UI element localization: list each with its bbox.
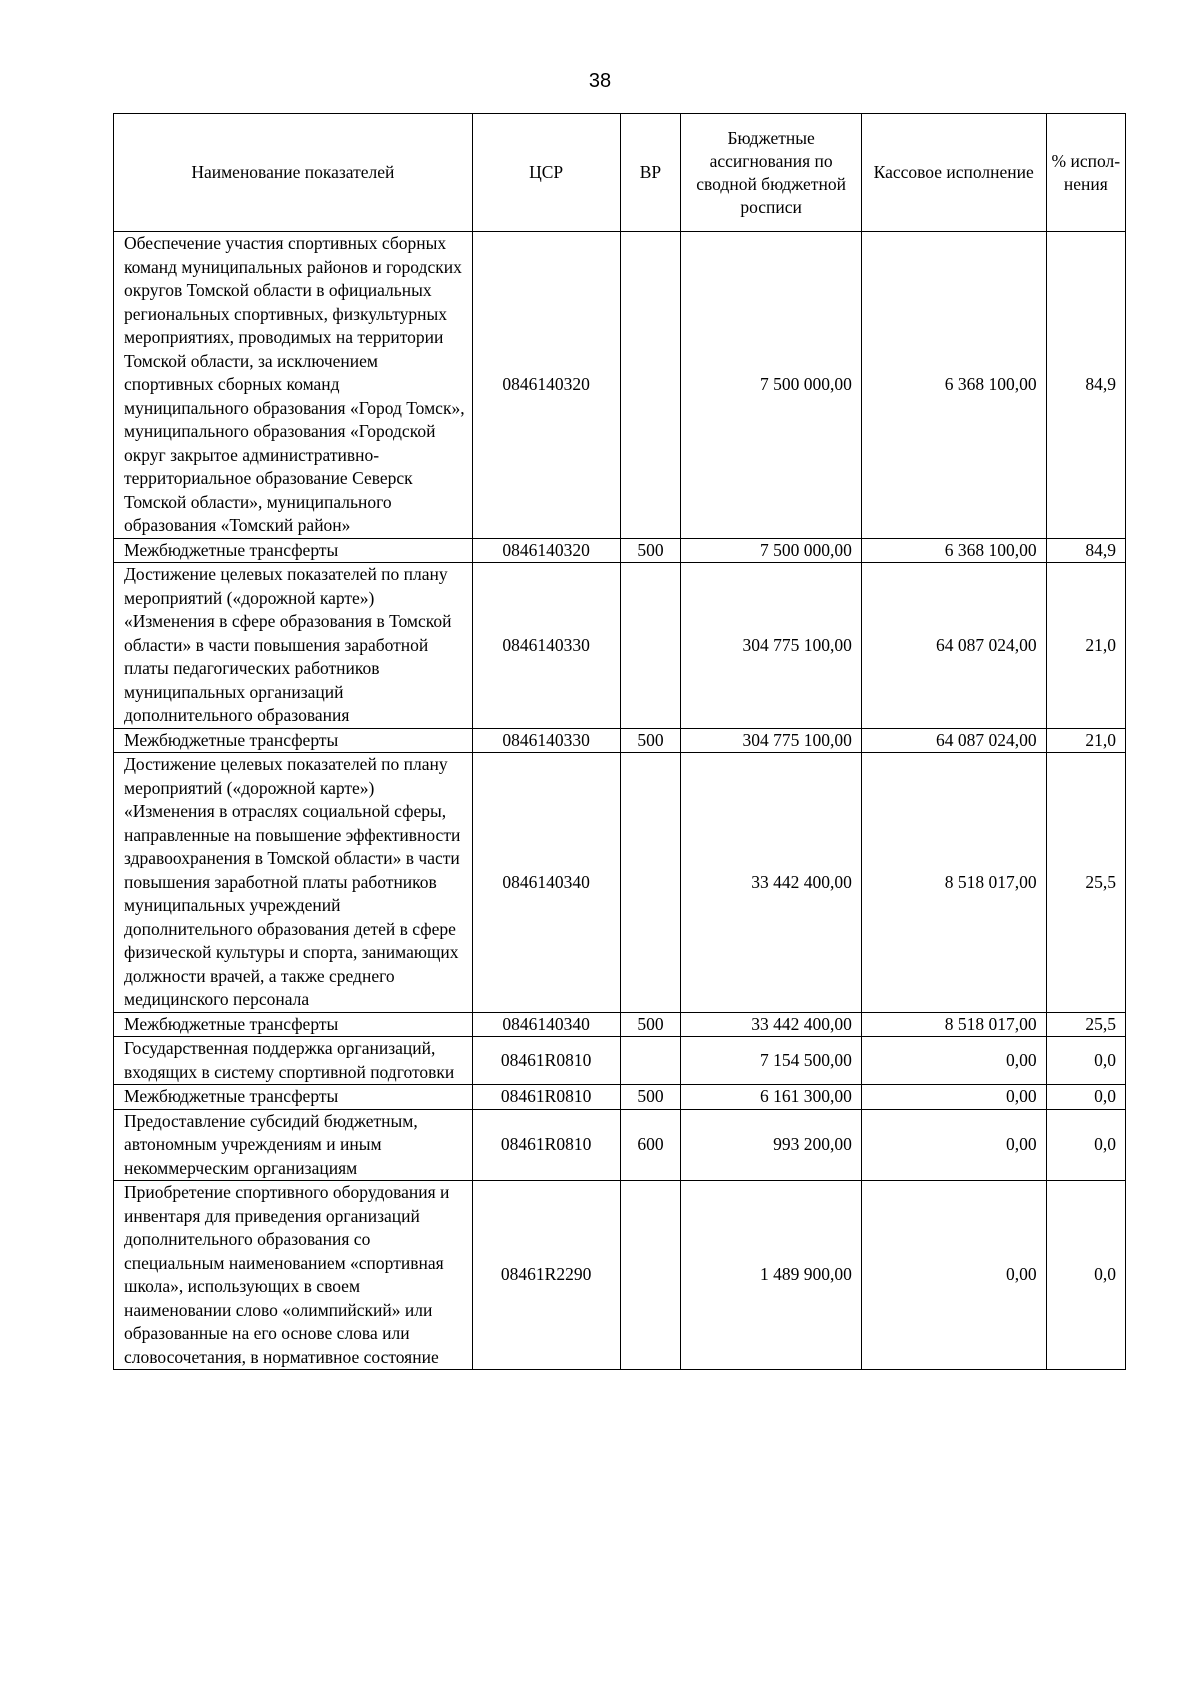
cell-cash: 0,00 xyxy=(861,1181,1046,1370)
cell-cash: 0,00 xyxy=(861,1037,1046,1085)
cell-budget: 304 775 100,00 xyxy=(681,728,861,753)
cell-vr xyxy=(620,232,681,539)
cell-percent: 0,0 xyxy=(1046,1109,1125,1181)
table-row xyxy=(114,1085,1126,1110)
cell-cash: 0,00 xyxy=(861,1109,1046,1181)
table-row xyxy=(114,538,1126,563)
cell-cash: 6 368 100,00 xyxy=(861,232,1046,539)
table-row xyxy=(114,1109,1126,1181)
cell-percent: 25,5 xyxy=(1046,753,1125,1013)
cell-budget: 1 489 900,00 xyxy=(681,1181,861,1370)
cell-vr xyxy=(620,753,681,1013)
cell-budget: 993 200,00 xyxy=(681,1109,861,1181)
cell-percent: 84,9 xyxy=(1046,232,1125,539)
cell-budget: 33 442 400,00 xyxy=(681,753,861,1013)
cell-vr xyxy=(620,1181,681,1370)
cell-csr: 0846140320 xyxy=(472,538,620,563)
cell-percent: 0,0 xyxy=(1046,1037,1125,1085)
table-row xyxy=(114,563,1126,729)
cell-csr: 0846140330 xyxy=(472,563,620,729)
cell-vr: 500 xyxy=(620,538,681,563)
cell-budget: 304 775 100,00 xyxy=(681,563,861,729)
cell-name: Государственная поддержка организаций, входящих в систему спортивной подготовки xyxy=(114,1037,473,1085)
cell-csr: 08461R0810 xyxy=(472,1085,620,1110)
cell-cash: 8 518 017,00 xyxy=(861,1012,1046,1037)
header-percent: % испол-нения xyxy=(1046,114,1125,232)
cell-csr: 08461R2290 xyxy=(472,1181,620,1370)
cell-cash: 8 518 017,00 xyxy=(861,753,1046,1013)
header-cash: Кассовое исполнение xyxy=(861,114,1046,232)
cell-percent: 0,0 xyxy=(1046,1181,1125,1370)
cell-cash: 64 087 024,00 xyxy=(861,563,1046,729)
cell-vr: 500 xyxy=(620,1012,681,1037)
header-budget: Бюджетные ассигнования по сводной бюджетной росписи xyxy=(681,114,861,232)
cell-cash: 64 087 024,00 xyxy=(861,728,1046,753)
cell-budget: 7 154 500,00 xyxy=(681,1037,861,1085)
cell-vr: 600 xyxy=(620,1109,681,1181)
cell-csr: 0846140340 xyxy=(472,753,620,1013)
table-header-row xyxy=(114,114,1126,232)
cell-vr: 500 xyxy=(620,728,681,753)
cell-vr xyxy=(620,563,681,729)
table-row xyxy=(114,1012,1126,1037)
cell-name: Предоставление субсидий бюджетным, автономным учреждениям и иным некоммерческим организациям xyxy=(114,1109,473,1181)
table-row xyxy=(114,728,1126,753)
cell-name: Достижение целевых показателей по плану мероприятий («дорожной карте») «Изменения в отраслях социальной сферы, направленные на повышение эффективности здравоохранения в Томской области» в части повышения заработной платы работников муниципальных учреждений дополнительного образования детей в сфере физической культуры и спорта, занимающих должности врачей, а также среднего медицинского персонала xyxy=(114,753,473,1013)
cell-budget: 7 500 000,00 xyxy=(681,232,861,539)
cell-csr: 0846140320 xyxy=(472,232,620,539)
cell-csr: 0846140340 xyxy=(472,1012,620,1037)
table-row xyxy=(114,232,1126,539)
cell-name: Приобретение спортивного оборудования и инвентаря для приведения организаций дополнительного образования со специальным наименованием «спортивная школа», использующих в своем наименовании слово «олимпийский» или образованные на его основе слова или словосочетания, в нормативное состояние xyxy=(114,1181,473,1370)
cell-name: Межбюджетные трансферты xyxy=(114,538,473,563)
table-row xyxy=(114,753,1126,1013)
page-number: 38 xyxy=(588,70,612,92)
cell-vr: 500 xyxy=(620,1085,681,1110)
cell-csr: 08461R0810 xyxy=(472,1109,620,1181)
cell-name: Обеспечение участия спортивных сборных команд муниципальных районов и городских округов Томской области в официальных региональных спортивных, физкультурных мероприятиях, проводимых на территории Томской области, за исключением спортивных сборных команд муниципального образования «Город Томск», муниципального образования «Городской округ закрытое административно-территориальное образование Северск Томской области», муниципального образования «Томский район» xyxy=(114,232,473,539)
cell-csr: 0846140330 xyxy=(472,728,620,753)
cell-budget: 33 442 400,00 xyxy=(681,1012,861,1037)
cell-budget: 7 500 000,00 xyxy=(681,538,861,563)
cell-cash: 0,00 xyxy=(861,1085,1046,1110)
header-name: Наименование показателей xyxy=(114,114,473,232)
header-csr: ЦСР xyxy=(472,114,620,232)
cell-percent: 0,0 xyxy=(1046,1085,1125,1110)
cell-percent: 25,5 xyxy=(1046,1012,1125,1037)
cell-csr: 08461R0810 xyxy=(472,1037,620,1085)
cell-cash: 6 368 100,00 xyxy=(861,538,1046,563)
cell-vr xyxy=(620,1037,681,1085)
cell-percent: 84,9 xyxy=(1046,538,1125,563)
cell-name: Межбюджетные трансферты xyxy=(114,1012,473,1037)
cell-percent: 21,0 xyxy=(1046,728,1125,753)
cell-name: Межбюджетные трансферты xyxy=(114,728,473,753)
cell-percent: 21,0 xyxy=(1046,563,1125,729)
cell-name: Межбюджетные трансферты xyxy=(114,1085,473,1110)
cell-budget: 6 161 300,00 xyxy=(681,1085,861,1110)
cell-name: Достижение целевых показателей по плану мероприятий («дорожной карте») «Изменения в сфере образования в Томской области» в части повышения заработной платы педагогических работников муниципальных организаций дополнительного образования xyxy=(114,563,473,729)
table-row xyxy=(114,1037,1126,1085)
table-row xyxy=(114,1181,1126,1370)
budget-execution-table xyxy=(113,113,1126,1370)
header-vr: ВР xyxy=(620,114,681,232)
